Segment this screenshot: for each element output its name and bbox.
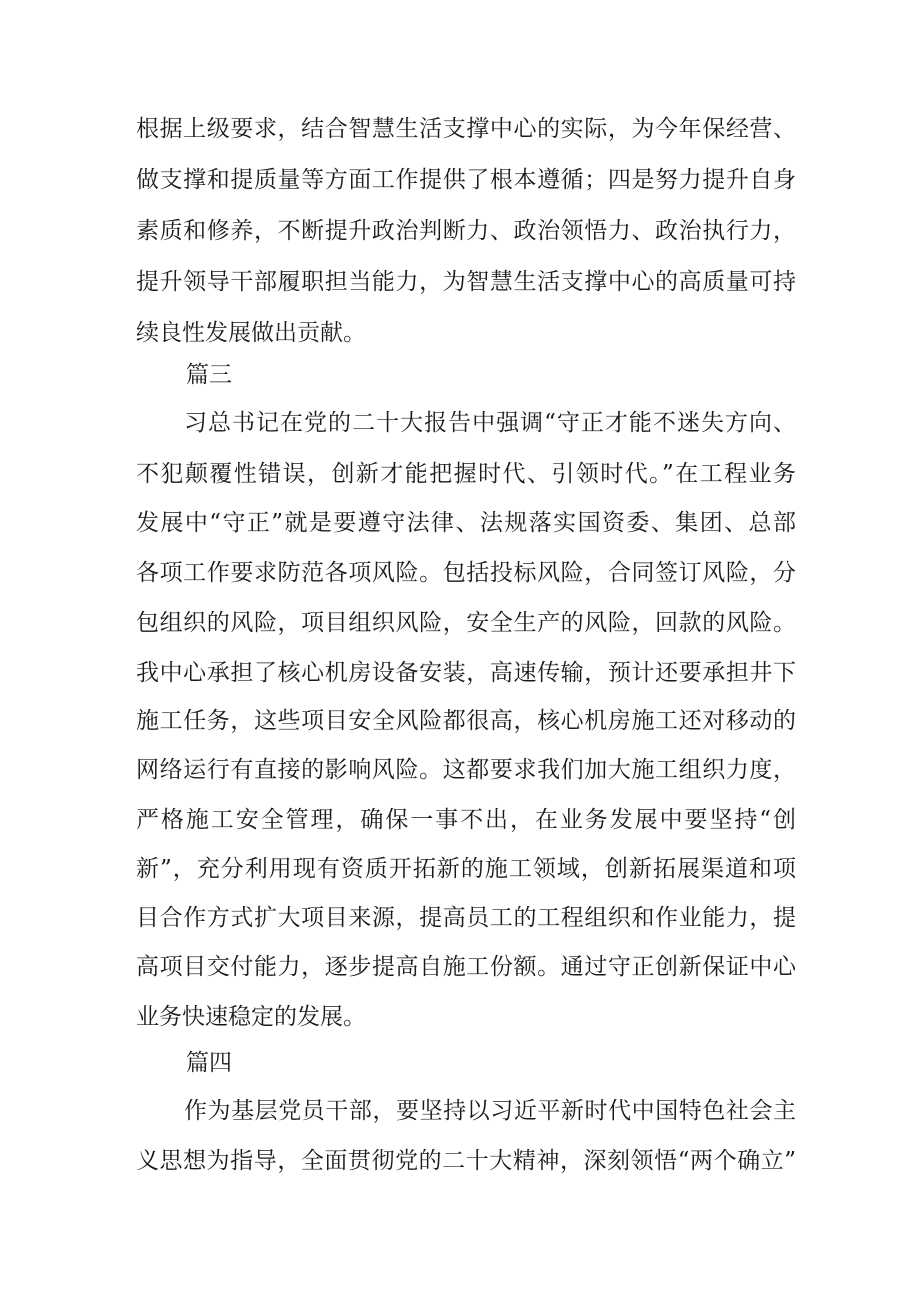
paragraph-line: 各项工作要求防范各项风险。包括投标风险，合同签订风险，分	[136, 560, 796, 586]
paragraph-line: 目合作方式扩大项目来源，提高员工的工程组织和作业能力，提	[136, 905, 796, 931]
paragraph-line: 新”，充分利用现有资质开拓新的施工领域，创新拓展渠道和项	[136, 856, 796, 882]
paragraph-line: 网络运行有直接的影响风险。这都要求我们加大施工组织力度，	[136, 757, 796, 783]
paragraph-line: 不犯颠覆性错误，创新才能把握时代、引领时代。”在工程业务	[136, 461, 796, 487]
paragraph-line: 提升领导干部履职担当能力，为智慧生活支撑中心的高质量可持	[136, 269, 796, 295]
paragraph-line: 义思想为指导，全面贯彻党的二十大精神，深刻领悟“两个确立”	[136, 1148, 796, 1174]
paragraph-line: 根据上级要求，结合智慧生活支撑中心的实际，为今年保经营、	[136, 116, 796, 142]
paragraph-line: 高项目交付能力，逐步提高自施工份额。通过守正创新保证中心	[136, 954, 796, 980]
paragraph-line: 素质和修养，不断提升政治判断力、政治领悟力、政治执行力，	[136, 218, 796, 244]
paragraph-line: 业务快速稳定的发展。	[136, 1004, 366, 1030]
paragraph-line: 做支撑和提质量等方面工作提供了根本遵循；四是努力提升自身	[136, 167, 796, 193]
paragraph-line: 作为基层党员干部，要坚持以习近平新时代中国特色社会主	[184, 1098, 796, 1124]
section-heading-3: 篇三	[186, 362, 232, 388]
paragraph-line: 严格施工安全管理，确保一事不出，在业务发展中要坚持“创	[136, 807, 796, 833]
paragraph-line: 习总书记在党的二十大报告中强调“守正才能不迷失方向、	[184, 410, 796, 436]
paragraph-line: 我中心承担了核心机房设备安装，高速传输，预计还要承担井下	[136, 660, 796, 686]
paragraph-line: 施工任务，这些项目安全风险都很高，核心机房施工还对移动的	[136, 708, 796, 734]
paragraph-line: 发展中“守正”就是要遵守法律、法规落实国资委、集团、总部	[136, 510, 796, 536]
paragraph-line: 续良性发展做出贡献。	[136, 320, 366, 346]
paragraph-line: 包组织的风险，项目组织风险，安全生产的风险，回款的风险。	[136, 610, 796, 636]
section-heading-4: 篇四	[186, 1050, 232, 1076]
